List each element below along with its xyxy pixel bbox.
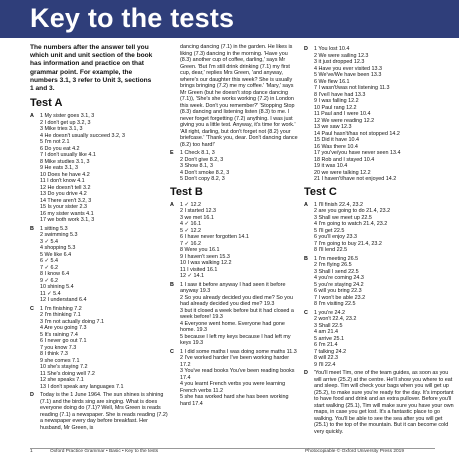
answer-item: 9 ✓ 6.2 xyxy=(40,277,59,284)
answer-item: 3 ✓ 5.4 xyxy=(40,238,59,245)
answer-item: 14 There aren't 3.2, 3 xyxy=(40,197,92,204)
footer-page-number: 1 xyxy=(30,449,33,454)
answer-item: 5 arrive 25.1 xyxy=(314,335,344,342)
answer-item: 3 it just dropped 12.3 xyxy=(314,59,365,65)
answer-item: 13 we saw 12.3 xyxy=(314,124,352,130)
answer-item: 4 ✓ 16.1 xyxy=(180,221,202,227)
title-bar xyxy=(0,0,459,38)
answer-item: 13 I don't speak any languages 7.1 xyxy=(40,383,124,390)
answer-item: 19 it was 10.4 xyxy=(314,163,348,169)
answer-item: 5 We like 6.4 xyxy=(40,251,72,258)
answer-item: 1 My sister goes 3.1, 3 xyxy=(40,113,95,119)
answer-item: 7 ✓ 16.2 xyxy=(180,240,202,247)
answer-item: 5 you're staying 24.2 xyxy=(314,281,364,288)
section-letter: B xyxy=(304,255,308,262)
answer-item: 2 Don't give 8.2, 3 xyxy=(180,156,224,163)
answer-item: 8 I'll lend 22.5 xyxy=(314,247,348,253)
answer-item: 8 I've/I have had 13.3 xyxy=(314,91,366,98)
answer-item: 5 I'll get 22.5 xyxy=(314,227,345,234)
answer-item: 1 ✓ 12.2 xyxy=(180,201,202,208)
answer-item: 6 Do you eat 4.2 xyxy=(40,145,80,152)
answer-section xyxy=(304,46,454,183)
page-title: Key to the tests xyxy=(30,3,235,33)
answer-item: 1 I'll finish 22.4, 23.2 xyxy=(314,201,363,208)
column-1 xyxy=(30,94,168,431)
answer-item: 1 I'm meeting 26.5 xyxy=(314,255,359,262)
answer-item: 3 You've read books You've been reading books 17.4 xyxy=(180,368,295,381)
answer-item: 11 I don't know 4.1 xyxy=(40,178,85,184)
answer-item: 4 you're coming 24.3 xyxy=(314,275,364,281)
section-body xyxy=(180,150,300,183)
section-body xyxy=(40,306,168,391)
column-3 xyxy=(304,44,454,435)
section-letter: D xyxy=(304,46,308,52)
answer-item: 7 I don't usually like 4.1 xyxy=(40,152,96,158)
answer-section xyxy=(30,392,168,431)
answer-item: 9 He eats 3.1, 3 xyxy=(40,165,79,171)
intro-text: The numbers after the answer tell you which unit and unit section of the book has information and practice on that grammar point. For example, the numbers 3.1, 3 refer to Unit 3, sections 1 and 3. xyxy=(30,44,153,93)
answer-item: 12 she speaks 7.1 xyxy=(40,377,84,383)
section-letter: C xyxy=(304,309,308,316)
section-body xyxy=(40,226,168,304)
section-body xyxy=(314,256,454,308)
answer-item: 6 I never go out 7.1 xyxy=(40,338,87,344)
answer-item: 7 ✓ 6.2 xyxy=(40,264,59,271)
answer-item: 12 I understand 6.4 xyxy=(40,297,87,303)
test-heading: Test A xyxy=(30,97,63,109)
answer-section xyxy=(304,202,454,254)
answer-item: 10 Does he have 4.2 xyxy=(40,171,90,178)
answer-item: 4 you learnt French verbs you were learning French verbs 11.2 xyxy=(180,381,286,394)
answer-item: 8 Were you 16.1 xyxy=(180,247,220,253)
answer-section xyxy=(170,282,300,347)
answer-item: 16 my sister wants 4.1 xyxy=(40,210,94,217)
answer-item: 10 Paul rang 12.2 xyxy=(314,104,357,111)
answer-item: 2 are you going to do 21.4, 23.2 xyxy=(314,208,391,214)
answer-item: 6 I have never forgotten 14.1 xyxy=(180,234,249,240)
answer-item: 2 swimming 5.3 xyxy=(40,232,78,238)
answer-item: 11 Paul and I were 10.4 xyxy=(314,111,371,117)
answer-item: 5 ✓ 12.2 xyxy=(180,227,202,234)
section-letter: B xyxy=(30,225,34,232)
answer-item: 15 Is your sister 2.3 xyxy=(40,204,88,210)
answer-item: 1 I did some maths I was doing some maths 11.3 xyxy=(180,348,297,355)
section-body xyxy=(314,46,454,183)
answer-item: 1 You lost 10.4 xyxy=(314,46,350,52)
answer-item: 1 I saw it before anyway I had seen it before anyway 19.3 xyxy=(180,281,286,294)
section-letter: C xyxy=(170,348,174,355)
answer-item: 12 We were reading 12.2 xyxy=(314,117,375,124)
answer-item: 7 I'm going to buy 21.4, 23.2 xyxy=(314,240,382,247)
test-heading: Test B xyxy=(170,185,203,198)
answer-item: 11 I visited 16.1 xyxy=(180,266,218,273)
answer-item: 3 Shall I send 22.5 xyxy=(314,268,359,275)
answer-item: 4 Have you ever visited 13.3 xyxy=(314,65,383,72)
answer-item: 15 Did it have 10.4 xyxy=(314,137,359,143)
answer-item: 4 am 21.4 xyxy=(314,329,338,335)
answer-section xyxy=(30,306,168,391)
answer-item: 12 ✓ 14.1 xyxy=(180,273,204,279)
answer-item: 12 He doesn't tell 3.2 xyxy=(40,184,91,191)
section-body xyxy=(180,349,300,408)
answer-item: 2 I don't get up 3.2, 3 xyxy=(40,119,91,126)
answer-item: 3 Shall 22.5 xyxy=(314,322,343,329)
answer-item: 8 will 22.3 xyxy=(314,355,338,361)
answer-item: 5 It's raining 7.4 xyxy=(40,331,78,338)
answer-item: 10 shining 5.4 xyxy=(40,284,74,290)
answer-item: 3 we met 16.1 xyxy=(180,214,214,221)
section-paragraph: Today is the 1 June 1964. The sun shines is shining (7.1) and the birds sing are singing. What is does everyone doing do (7.1)? Well, Mrs Green is reads reading (7.1) a newspaper. She is reads reading (7.2) a newspaper every day before breakfast. Her husband, Mr Green, is xyxy=(40,392,168,431)
answer-item: 7 you know 7.3 xyxy=(40,344,77,351)
answer-item: 14 Paul hasn't/has not stopped 14.2 xyxy=(314,130,400,137)
answer-item: 21 I haven't/have not enjoyed 14.2 xyxy=(314,176,397,182)
answer-item: 10 I was walking 12.2 xyxy=(180,260,232,266)
section-body xyxy=(180,202,300,280)
section-letter: E xyxy=(170,150,174,156)
answer-item: 9 she comes 7.1 xyxy=(40,357,80,364)
answer-item: 3 Shall we meet up 22.5 xyxy=(314,214,372,221)
answer-item: 5 I'm not 2.1 xyxy=(40,139,70,145)
answer-item: 5 We've/We have been 13.3 xyxy=(314,72,382,78)
answer-item: 3 I'm not actually doing 7.1 xyxy=(40,318,104,325)
answer-item: 20 we were talking 12.2 xyxy=(314,169,371,176)
answer-item: 8 I know 6.4 xyxy=(40,271,70,277)
answer-item: 4 He doesn't usually succeed 3.2, 3 xyxy=(40,132,125,139)
answer-item: 7 talking 24.2 xyxy=(314,348,347,355)
answer-item: 5 she has worked hard she has been working hard 17.4 xyxy=(180,394,289,407)
answer-item: 8 I think 7.3 xyxy=(40,351,68,357)
section-letter: A xyxy=(304,201,308,208)
answer-item: 7 I won't be able 23.2 xyxy=(314,294,366,301)
section-letter: D xyxy=(304,370,308,376)
answer-section xyxy=(304,370,454,435)
section-letter: A xyxy=(170,201,174,208)
answer-section xyxy=(304,256,454,308)
answer-section xyxy=(170,202,300,280)
answer-item: 2 So you already decided you died me? So you had already decided you died me? 19.3 xyxy=(180,294,293,307)
section-body xyxy=(40,113,168,224)
answer-item: 3 Mike tries 3.1, 3 xyxy=(40,126,83,132)
answer-item: 6 will you bring 22.3 xyxy=(314,288,362,294)
answer-item: 2 We were sailing 12.3 xyxy=(314,52,369,59)
answer-item: 5 Don't copy 8.2, 3 xyxy=(180,176,225,182)
answer-item: 4 Everyone went home. Everyone had gone home. 19.3 xyxy=(180,320,285,333)
answer-item: 11 ✓ 5.4 xyxy=(40,290,61,297)
answer-item: 9 I was falling 12.2 xyxy=(314,98,359,104)
section-letter: C xyxy=(30,305,34,312)
answer-item: 1 I'm finishing 7.2 xyxy=(40,305,82,312)
answer-item: 9 I'll 22.4 xyxy=(314,361,336,368)
section-letter: D xyxy=(30,392,34,398)
answer-item: 4 shopping 5.3 xyxy=(40,245,76,251)
answer-item: 1 Check 8.1, 3 xyxy=(180,150,215,156)
answer-item: 6 I'm 21.4 xyxy=(314,342,338,348)
answer-section xyxy=(30,113,168,224)
section-body xyxy=(314,310,454,369)
answer-item: 1 you're 24.2 xyxy=(314,309,345,316)
answer-item: 18 Rob and I stayed 10.4 xyxy=(314,156,375,163)
answer-item: 2 I've worked harder I've been working harder 17.2 xyxy=(180,355,290,368)
answer-item: 2 I'm thinking 7.1 xyxy=(40,312,81,318)
answer-item: 4 Are you going 7.3 xyxy=(40,325,87,331)
answer-item: 10 she's staying 7.2 xyxy=(40,364,88,370)
answer-item: 6 you'll enjoy 23.3 xyxy=(314,234,357,240)
answer-item: 3 but it closed a week before but it had closed a week before! 19.3 xyxy=(180,307,294,320)
answer-item: 2 won't 22.4, 23.2 xyxy=(314,316,357,322)
test-heading: Test C xyxy=(304,185,337,198)
section-letter: B xyxy=(170,281,174,288)
answer-item: 4 Don't smoke 8.2, 3 xyxy=(180,169,230,176)
section-body xyxy=(314,202,454,254)
answer-section xyxy=(30,226,168,304)
section-paragraph: 'You'll meet Tim, one of the team guides, as soon as you will arrive (25.2) at the centre. He'll show you where to eat and sleep. Tim will check your bags when you will get up (25.2), to make sure you're ready for the day. It's important to have food and drink and an extra pullover. Before you'll start walking (25.1), Tim will make sure you have your own maps, in case you get lost. It's a fantastic place to go walking. You'll be able to see the sea after you will get (25.1) to the top of the mountain. But it can become cold very quickly. xyxy=(314,370,454,435)
answer-section xyxy=(304,310,454,369)
answer-item: 16 Was there 10.4 xyxy=(314,143,358,150)
answer-item: 17 we both work 3.1, 3 xyxy=(40,217,95,223)
answer-item: 6 We flew 16.1 xyxy=(314,78,350,85)
answer-item: 2 I'm flying 26.5 xyxy=(314,262,352,268)
answer-item: 6 ✓ 5.4 xyxy=(40,258,59,264)
column-2 xyxy=(170,44,300,407)
answer-item: 3 Show 8.1, 3 xyxy=(180,163,213,169)
answer-item: 9 I haven't seen 15.3 xyxy=(180,253,230,260)
footer-copyright: Photocopiable © Oxford University Press 2019 xyxy=(305,449,404,454)
answer-item: 8 I'm visiting 22.5 xyxy=(314,301,356,307)
section-d-continued: dancing dancing (7.1) in the garden. He likes is liking (7.3) dancing in the morning. 'Have you (8.3) another cup of coffee, darling,' says Mr Green. 'But I'm still drink drinking (7.1) my first cup, dear,' replies Mrs Green, 'and anyway, where's our daughter this week? She is usually brings bringing (7.2) me my coffee.' 'Mary,' says Mr Green (but he doesn't stop dance dancing (7.1)), 'She's she works working (7.2) in London this week. Don't you remember?' 'Stopping Stop (8.3) dancing and listening listen (8.3) to me. I never forget forgetting (7.2) anything. I was just giving you a little test. Anyway, it's time for work.' 'All right, darling, but don't forget not (8.2) your briefcase.' 'Thank you, dear. Don't dancing dance (8.2) too hard!' xyxy=(180,44,298,148)
answer-item: 7 I wasn't/was not listening 11.3 xyxy=(314,85,390,91)
answer-item: 13 Do you drive 4.2 xyxy=(40,191,87,197)
answer-item: 2 I started 12.3 xyxy=(180,208,216,214)
answer-section xyxy=(170,349,300,408)
answer-section xyxy=(170,150,300,183)
answer-item: 1 sitting 5.3 xyxy=(40,225,68,232)
answer-item: 17 you've/you have never seen 13.4 xyxy=(314,150,401,156)
answer-item: 5 because I left my keys because I had left my keys 19.3 xyxy=(180,333,291,346)
answer-item: 4 I'm going to watch 21.4, 23.2 xyxy=(314,221,388,227)
answer-item: 11 She's doing well 7.2 xyxy=(40,370,95,377)
section-letter: A xyxy=(30,113,34,119)
section-body xyxy=(180,282,300,347)
footer-book-title: Oxford Practice Grammar • Basic • Key to the tests xyxy=(50,449,159,454)
answer-item: 8 Mike studies 3.1, 3 xyxy=(40,158,90,165)
